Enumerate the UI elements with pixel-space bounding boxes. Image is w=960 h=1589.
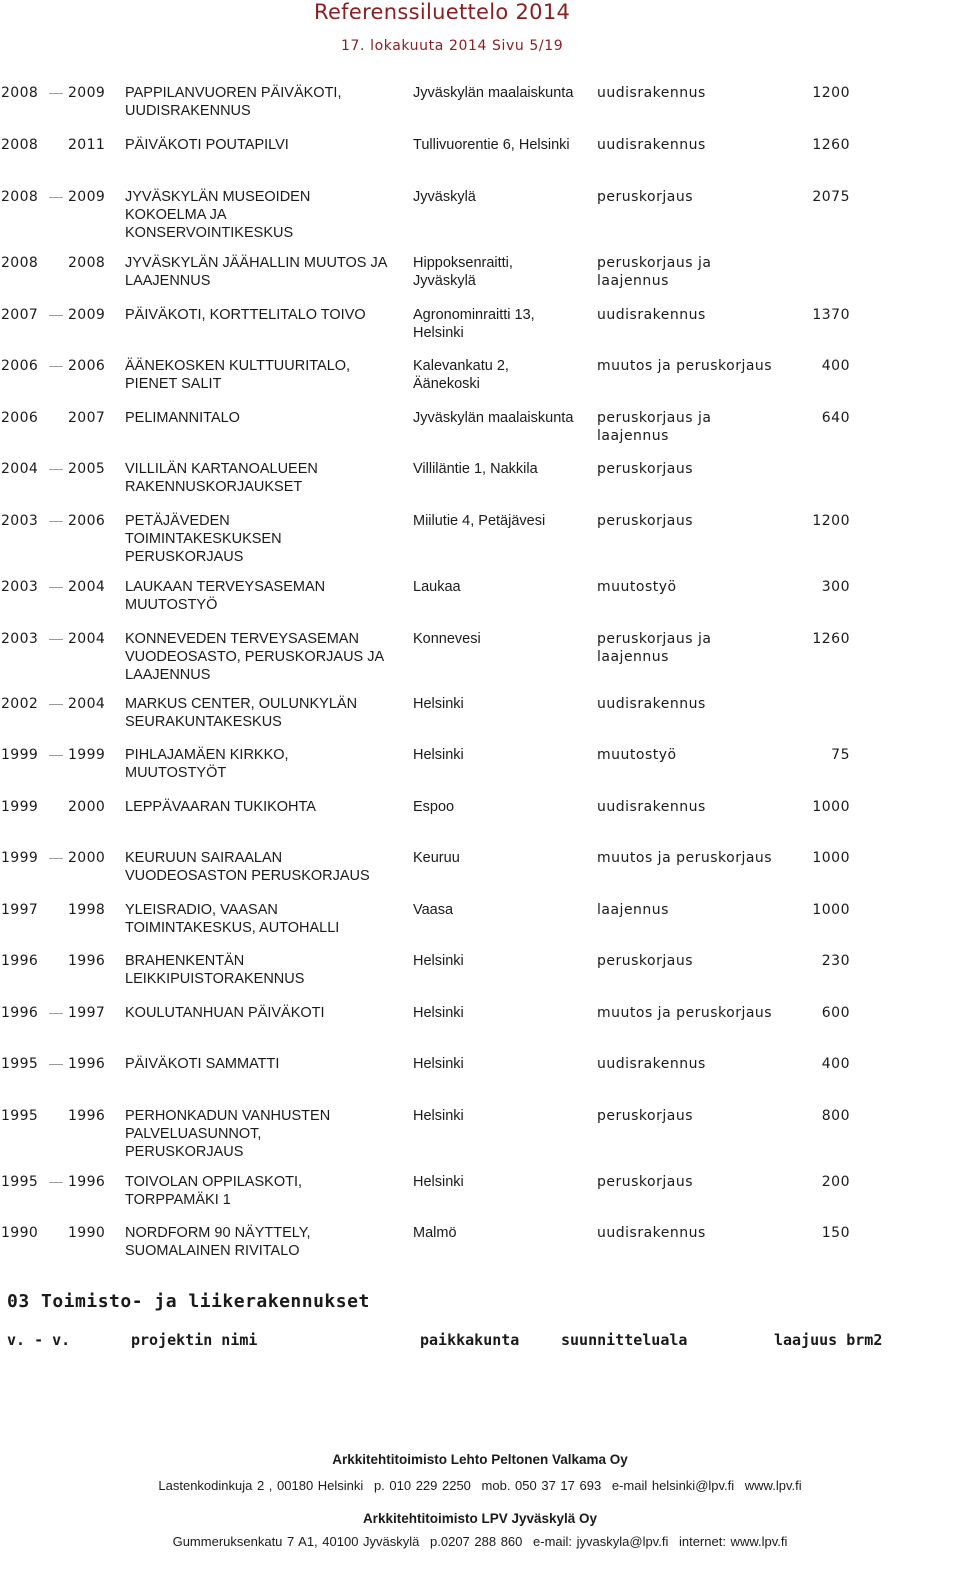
project-place: Konnevesi	[413, 631, 481, 647]
date-page-info: 17. lokakuuta 2014 Sivu 5/19	[341, 38, 564, 54]
project-place: Helsinki	[413, 747, 464, 763]
project-type: uudisrakennus	[597, 799, 706, 815]
year-to: 1997	[68, 1005, 106, 1021]
year-dash	[49, 93, 63, 94]
year-dash	[49, 858, 63, 859]
year-from: 2008	[1, 255, 39, 271]
project-type: uudisrakennus	[597, 696, 706, 712]
table-row	[0, 306, 960, 356]
footer-office2-name: Arkkitehtitoimisto LPV Jyväskylä Oy	[362, 1511, 598, 1526]
year-dash	[49, 366, 63, 367]
footer-office2-contact	[0, 1534, 960, 1549]
year-to: 1998	[68, 902, 106, 918]
year-to: 1996	[68, 1174, 106, 1190]
project-place: Vaasa	[413, 902, 454, 918]
office2-email: e-mail: jyvaskyla@lpv.fi	[533, 1534, 669, 1549]
year-dash	[49, 521, 63, 522]
year-from: 2002	[1, 696, 39, 712]
project-type: muutostyö	[597, 747, 677, 763]
project-size: 1200	[812, 513, 850, 529]
year-from: 2008	[1, 189, 39, 205]
table-row	[0, 798, 960, 848]
year-from: 1995	[1, 1056, 39, 1072]
project-type: peruskorjaus	[597, 953, 693, 969]
year-to: 1996	[68, 1108, 106, 1124]
column-header-type: suunnitteluala	[561, 1331, 688, 1349]
year-from: 1999	[1, 747, 39, 763]
project-type: uudisrakennus	[597, 85, 706, 101]
office2-web: internet: www.lpv.fi	[678, 1534, 788, 1549]
project-place: Jyväskylän maalaiskunta	[413, 410, 574, 426]
year-to: 2004	[68, 631, 106, 647]
project-type: uudisrakennus	[597, 1056, 706, 1072]
project-name: NORDFORM 90 NÄYTTELY, SUOMALAINEN RIVITALO	[125, 1225, 311, 1259]
office1-mobile: mob. 050 37 17 693	[481, 1478, 602, 1493]
project-type: peruskorjaus ja laajennus	[597, 410, 712, 444]
year-from: 1996	[1, 1005, 39, 1021]
table-row	[0, 1004, 960, 1054]
project-size: 1260	[812, 137, 850, 153]
table-row	[0, 901, 960, 951]
project-type: uudisrakennus	[597, 137, 706, 153]
project-type: peruskorjaus	[597, 1108, 693, 1124]
table-row	[0, 1107, 960, 1160]
project-type: uudisrakennus	[597, 1225, 706, 1241]
project-name: YLEISRADIO, VAASAN TOIMINTAKESKUS, AUTOHALLI	[125, 902, 340, 936]
table-row	[0, 849, 960, 899]
year-to: 2007	[68, 410, 106, 426]
project-place: Tullivuorentie 6, Helsinki	[413, 137, 570, 153]
project-size: 75	[831, 747, 850, 763]
office1-address: Lastenkodinkuja 2 , 00180 Helsinki	[158, 1478, 364, 1493]
office1-phone: p. 010 229 2250	[373, 1478, 471, 1493]
project-place: Kalevankatu 2, Äänekoski	[413, 358, 509, 392]
project-place: Helsinki	[413, 1174, 464, 1190]
project-name: PAPPILANVUOREN PÄIVÄKOTI, UUDISRAKENNUS	[125, 85, 342, 119]
year-to: 2011	[68, 137, 106, 153]
office2-phone: p.0207 288 860	[430, 1534, 523, 1549]
project-size: 400	[821, 1056, 850, 1072]
table-row	[0, 84, 960, 134]
project-type: muutos ja peruskorjaus	[597, 850, 773, 866]
column-header-years: v. - v.	[7, 1331, 71, 1349]
year-from: 2006	[1, 358, 39, 374]
year-from: 1999	[1, 850, 39, 866]
footer-office1-contact	[0, 1478, 960, 1493]
table-row	[0, 630, 960, 683]
project-size: 1000	[812, 902, 850, 918]
year-dash	[49, 587, 63, 588]
table-row	[0, 512, 960, 565]
year-from: 2008	[1, 85, 39, 101]
project-size: 600	[821, 1005, 850, 1021]
column-header-size: laajuus brm2	[774, 1331, 883, 1349]
project-place: Helsinki	[413, 1056, 464, 1072]
project-size: 150	[821, 1225, 850, 1241]
project-place: Laukaa	[413, 579, 461, 595]
year-from: 1996	[1, 953, 39, 969]
project-size: 300	[821, 579, 850, 595]
project-name: KOULUTANHUAN PÄIVÄKOTI	[125, 1005, 325, 1021]
project-name: PÄIVÄKOTI SAMMATTI	[125, 1056, 280, 1072]
year-to: 1996	[68, 1056, 106, 1072]
year-to: 2000	[68, 850, 106, 866]
project-name: PELIMANNITALO	[125, 410, 240, 426]
footer-office1-name: Arkkitehtitoimisto Lehto Peltonen Valkama Oy	[332, 1452, 628, 1467]
project-place: Jyväskylän maalaiskunta	[413, 85, 574, 101]
project-size: 800	[821, 1108, 850, 1124]
year-to: 2004	[68, 579, 106, 595]
year-from: 1999	[1, 799, 39, 815]
project-size: 230	[821, 953, 850, 969]
project-size: 1260	[812, 631, 850, 647]
year-from: 1995	[1, 1174, 39, 1190]
project-size: 400	[821, 358, 850, 374]
project-name: ÄÄNEKOSKEN KULTTUURITALO, PIENET SALIT	[125, 358, 351, 392]
year-dash	[49, 197, 63, 198]
table-row	[0, 460, 960, 510]
project-name: TOIVOLAN OPPILASKOTI, TORPPAMÄKI 1	[125, 1174, 303, 1208]
project-place: Helsinki	[413, 1108, 464, 1124]
table-row	[0, 1173, 960, 1223]
table-row	[0, 1055, 960, 1105]
project-place: Jyväskylä	[413, 189, 476, 205]
project-place: Agronominraitti 13, Helsinki	[413, 307, 535, 341]
project-place: Villiläntie 1, Nakkila	[413, 461, 538, 477]
year-dash	[49, 704, 63, 705]
year-to: 1996	[68, 953, 106, 969]
year-from: 2003	[1, 631, 39, 647]
table-row	[0, 695, 960, 745]
project-place: Helsinki	[413, 696, 464, 712]
year-to: 2009	[68, 189, 106, 205]
office2-address: Gummeruksenkatu 7 A1, 40100 Jyväskylä	[172, 1534, 420, 1549]
document-title: Referenssiluettelo 2014	[314, 0, 571, 24]
project-type: muutos ja peruskorjaus	[597, 1005, 773, 1021]
project-name: PERHONKADUN VANHUSTEN PALVELUASUNNOT, PERUSKORJAUS	[125, 1108, 331, 1160]
project-name: LEPPÄVAARAN TUKIKOHTA	[125, 799, 316, 815]
year-from: 2008	[1, 137, 39, 153]
year-from: 1995	[1, 1108, 39, 1124]
year-dash	[49, 315, 63, 316]
year-to: 2008	[68, 255, 106, 271]
project-name: PÄIVÄKOTI, KORTTELITALO TOIVO	[125, 307, 366, 323]
year-to: 2004	[68, 696, 106, 712]
table-row	[0, 409, 960, 459]
project-size: 1200	[812, 85, 850, 101]
year-from: 2003	[1, 579, 39, 595]
project-type: muutos ja peruskorjaus	[597, 358, 773, 374]
table-row	[0, 188, 960, 241]
table-row	[0, 357, 960, 407]
section-title: 03 Toimisto- ja liikerakennukset	[7, 1291, 370, 1312]
year-dash	[49, 469, 63, 470]
project-type: peruskorjaus ja laajennus	[597, 631, 712, 665]
office1-email: e-mail helsinki@lpv.fi	[611, 1478, 735, 1493]
project-size: 640	[821, 410, 850, 426]
project-name: KONNEVEDEN TERVEYSASEMAN VUODEOSASTO, PERUSKORJAUS JA LAAJENNUS	[125, 631, 384, 683]
project-size: 1370	[812, 307, 850, 323]
year-to: 2000	[68, 799, 106, 815]
project-name: KEURUUN SAIRAALAN VUODEOSASTON PERUSKORJAUS	[125, 850, 370, 884]
project-place: Keuruu	[413, 850, 460, 866]
year-dash	[49, 1013, 63, 1014]
project-name: LAUKAAN TERVEYSASEMAN MUUTOSTYÖ	[125, 579, 326, 613]
project-type: laajennus	[597, 902, 669, 918]
project-place: Helsinki	[413, 953, 464, 969]
column-header-name: projektin nimi	[131, 1331, 258, 1349]
table-row	[0, 136, 960, 186]
project-name: PETÄJÄVEDEN TOIMINTAKESKUKSEN PERUSKORJAUS	[125, 513, 282, 565]
project-name: JYVÄSKYLÄN MUSEOIDEN KOKOELMA JA KONSERVOINTIKESKUS	[125, 189, 311, 241]
table-row	[0, 254, 960, 304]
project-type: muutostyö	[597, 579, 677, 595]
year-from: 2003	[1, 513, 39, 529]
project-name: BRAHENKENTÄN LEIKKIPUISTORAKENNUS	[125, 953, 305, 987]
project-place: Hippoksenraitti, Jyväskylä	[413, 255, 513, 289]
project-type: peruskorjaus	[597, 189, 693, 205]
project-type: peruskorjaus	[597, 461, 693, 477]
project-type: peruskorjaus	[597, 513, 693, 529]
project-name: JYVÄSKYLÄN JÄÄHALLIN MUUTOS JA LAAJENNUS	[125, 255, 387, 289]
project-name: PIHLAJAMÄEN KIRKKO, MUUTOSTYÖT	[125, 747, 289, 781]
project-size: 2075	[812, 189, 850, 205]
year-to: 2006	[68, 513, 106, 529]
year-to: 1999	[68, 747, 106, 763]
project-type: uudisrakennus	[597, 307, 706, 323]
year-from: 2007	[1, 307, 39, 323]
year-dash	[49, 1182, 63, 1183]
project-name: VILLILÄN KARTANOALUEEN RAKENNUSKORJAUKSET	[125, 461, 318, 495]
project-type: peruskorjaus ja laajennus	[597, 255, 712, 289]
table-row	[0, 952, 960, 1002]
column-header-place: paikkakunta	[420, 1331, 520, 1349]
year-to: 2006	[68, 358, 106, 374]
project-size: 1000	[812, 799, 850, 815]
year-from: 2004	[1, 461, 39, 477]
year-from: 1990	[1, 1225, 39, 1241]
project-name: PÄIVÄKOTI POUTAPILVI	[125, 137, 289, 153]
year-from: 1997	[1, 902, 39, 918]
year-to: 1990	[68, 1225, 106, 1241]
project-size: 200	[821, 1174, 850, 1190]
table-row	[0, 578, 960, 628]
office1-web: www.lpv.fi	[744, 1478, 802, 1493]
year-from: 2006	[1, 410, 39, 426]
year-to: 2005	[68, 461, 106, 477]
project-place: Malmö	[413, 1225, 457, 1241]
year-dash	[49, 755, 63, 756]
project-place: Helsinki	[413, 1005, 464, 1021]
project-name: MARKUS CENTER, OULUNKYLÄN SEURAKUNTAKESKUS	[125, 696, 358, 730]
year-dash	[49, 639, 63, 640]
project-type: peruskorjaus	[597, 1174, 693, 1190]
table-row	[0, 1224, 960, 1274]
table-row	[0, 746, 960, 796]
page-header	[0, 0, 960, 70]
year-to: 2009	[68, 85, 106, 101]
year-dash	[49, 1064, 63, 1065]
project-size: 1000	[812, 850, 850, 866]
year-to: 2009	[68, 307, 106, 323]
project-place: Espoo	[413, 799, 455, 815]
project-place: Miilutie 4, Petäjävesi	[413, 513, 546, 529]
